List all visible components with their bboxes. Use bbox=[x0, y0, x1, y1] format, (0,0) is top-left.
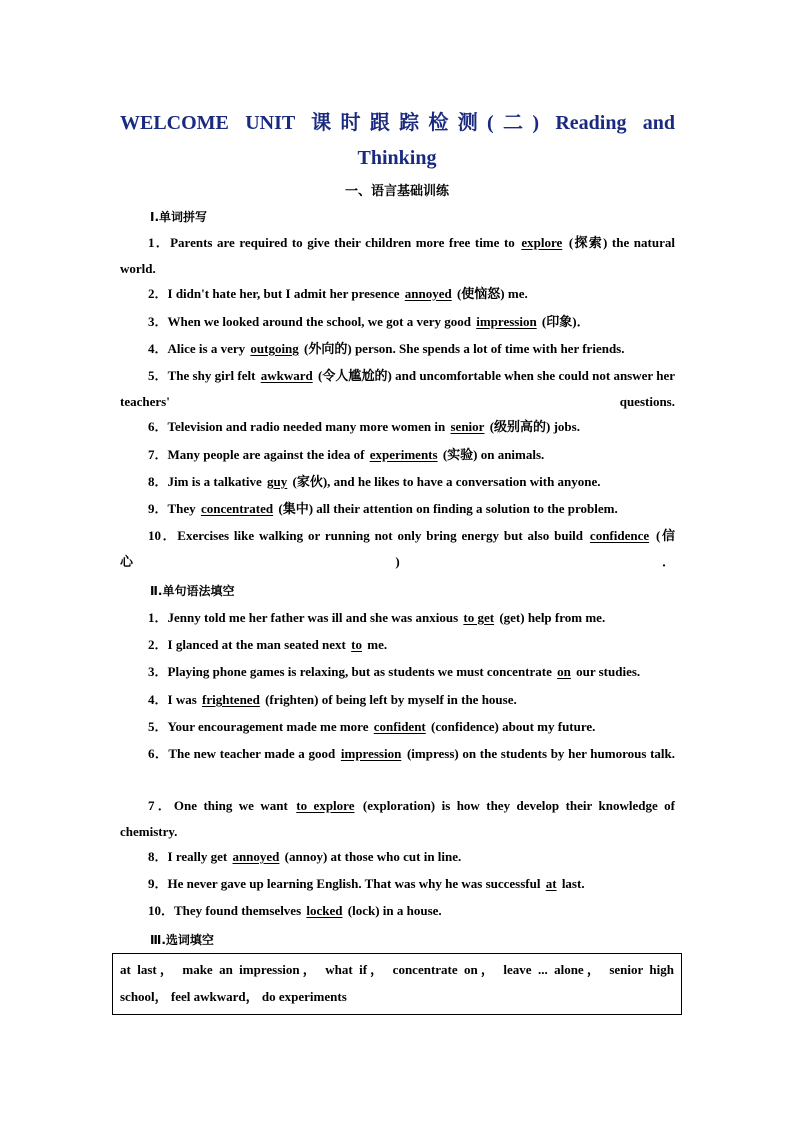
exercise-item: 6．Television and radio needed many more women in senior (级别高的) jobs. bbox=[148, 419, 580, 434]
exercise-item: 7．One thing we want to explore (exploration) is how they develop their knowledge of chemistry. bbox=[120, 798, 675, 839]
answer-blank: confident bbox=[373, 719, 426, 734]
page-title-line1: WELCOME UNIT 课时跟踪检测(二) Reading and bbox=[120, 112, 675, 134]
exercise-item: 8．I really get annoyed (annoy) at those who cut in line. bbox=[148, 849, 462, 864]
exercise-item: 6．The new teacher made a good impression (impress) on the students by her humorous talk. bbox=[148, 746, 675, 761]
exercise-item: 3．When we looked around the school, we got a very good impression (印象)． bbox=[148, 314, 590, 329]
answer-blank: annoyed bbox=[404, 286, 452, 301]
part2-heading: Ⅱ.单句语法填空 bbox=[150, 584, 235, 598]
answer-blank: experiments bbox=[369, 447, 438, 462]
answer-blank: explore bbox=[521, 235, 563, 250]
word-bank-line1: at last， make an impression， what if， concentrate on， leave ... alone， senior high bbox=[120, 962, 674, 977]
answer-blank: awkward bbox=[260, 368, 313, 383]
exercise-item: 3．Playing phone games is relaxing, but as students we must concentrate on our studies. bbox=[148, 664, 641, 679]
exercise-item: 4．I was frightened (frighten) of being left by myself in the house. bbox=[148, 692, 517, 707]
exercise-item: 10．They found themselves locked (lock) in a house. bbox=[148, 903, 442, 918]
answer-blank: senior bbox=[450, 419, 485, 434]
answer-blank: to get bbox=[463, 610, 495, 625]
exercise-item: 5．The shy girl felt awkward (令人尴尬的) and uncomfortable when she could not answer her teachers' questions. bbox=[120, 368, 675, 409]
exercise-item: 1．Parents are required to give their children more free time to explore (探索) the natural world. bbox=[120, 235, 675, 276]
answer-blank: frightened bbox=[202, 692, 260, 707]
exercise-item: 4．Alice is a very outgoing (外向的) person. She spends a lot of time with her friends. bbox=[148, 341, 625, 356]
exercise-item: 8．Jim is a talkative guy (家伙), and he likes to have a conversation with anyone. bbox=[148, 474, 601, 489]
answer-blank: to explore bbox=[296, 798, 355, 813]
answer-blank: locked bbox=[306, 903, 343, 918]
answer-blank: concentrated bbox=[200, 501, 274, 516]
answer-blank: on bbox=[557, 664, 571, 679]
exercise-item: 9．He never gave up learning English. That was why he was successful at last. bbox=[148, 876, 585, 891]
page-title-line2: Thinking bbox=[357, 147, 437, 169]
exercise-item: 1．Jenny told me her father was ill and she was anxious to get (get) help from me. bbox=[148, 610, 606, 625]
answer-blank: impression bbox=[340, 746, 402, 761]
word-bank-line2: school， feel awkward， do experiments bbox=[120, 989, 347, 1004]
exercise-item: 7．Many people are against the idea of experiments (实验) on animals. bbox=[148, 447, 545, 462]
part1-heading: Ⅰ.单词拼写 bbox=[150, 210, 208, 224]
section-heading: 一、语言基础训练 bbox=[344, 184, 449, 199]
exercise-item: 9．They concentrated (集中) all their attention on finding a solution to the problem. bbox=[148, 501, 618, 516]
part3-heading: Ⅲ.选词填空 bbox=[150, 933, 214, 947]
exercise-item: 2．I glanced at the man seated next to me. bbox=[148, 637, 388, 652]
answer-blank: confidence bbox=[589, 528, 650, 543]
answer-blank: at bbox=[545, 876, 557, 891]
exercise-item: 5．Your encouragement made me more confident (confidence) about my future. bbox=[148, 719, 596, 734]
word-bank-box bbox=[112, 953, 682, 1015]
exercise-item: 2．I didn't hate her, but I admit her presence annoyed (使恼怒) me. bbox=[148, 286, 528, 301]
exercise-item: 10．Exercises like walking or running not only bring energy but also build confidence (信心)． bbox=[120, 528, 675, 569]
answer-blank: impression bbox=[476, 314, 537, 329]
answer-blank: guy bbox=[267, 474, 288, 489]
answer-blank: to bbox=[351, 637, 362, 652]
answer-blank: annoyed bbox=[232, 849, 280, 864]
answer-blank: outgoing bbox=[250, 341, 299, 356]
